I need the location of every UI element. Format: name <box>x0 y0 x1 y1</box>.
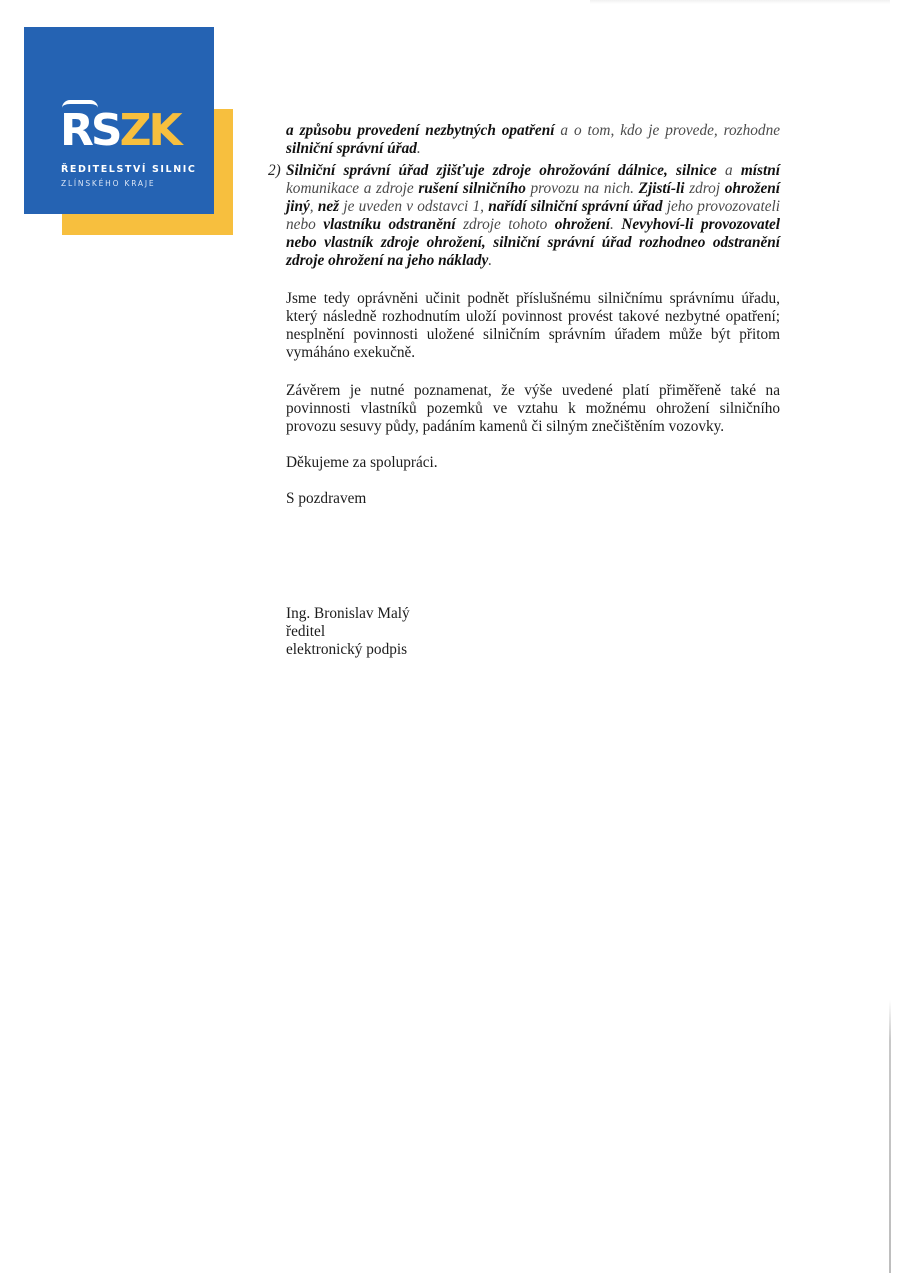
logo-mark-rs <box>60 105 120 156</box>
law-text-segment: než <box>317 198 340 215</box>
signatory-position: ředitel <box>286 623 326 640</box>
letter-body <box>268 122 781 508</box>
law-item-number: 2) <box>268 162 281 179</box>
law-excerpt-continuation <box>286 122 780 158</box>
signature-block <box>286 605 410 659</box>
law-text-segment: je uveden v odstavci 1, <box>339 198 489 215</box>
law-text-segment: zdroj <box>684 180 725 197</box>
law-text-segment: nařídí silniční správní úřad <box>488 198 663 215</box>
law-text-segment: a o tom, kdo je provede, rozhodne <box>554 122 781 139</box>
scan-edge-right <box>889 1000 891 1273</box>
law-text-segment: silniční správní úřad <box>286 140 417 157</box>
logo-mark <box>60 105 180 156</box>
law-text-segment: rušení silničního <box>418 180 526 197</box>
law-text-segment: Silniční správní úřad zjišťuje zdroje ohrožování dálnice, silnice <box>286 162 717 179</box>
paragraph-conclusion: Závěrem je nutné poznamenat, že výše uvedené platí přiměřeně také na povinnosti vlastníků pozemků ve vztahu k možnému ohrožení silničního provozu sesuvy půdy, padáním kamenů či silným znečištěním vozovky. <box>286 382 780 435</box>
law-text-segment: zdroje tohoto <box>455 216 555 233</box>
logo-blue-square <box>24 27 214 214</box>
thanks-line: Děkujeme za spolupráci. <box>286 454 438 471</box>
closing-line: S pozdravem <box>286 490 367 507</box>
rszk-logo <box>24 27 234 236</box>
logo-title: ŘEDITELSTVÍ SILNIC <box>61 164 197 175</box>
law-text-segment: . <box>610 216 622 233</box>
law-text-segment: vlastníku odstranění <box>323 216 456 233</box>
law-text-segment: jeho provozovateli nebo <box>286 198 780 233</box>
paragraph-initiative: Jsme tedy oprávněni učinit podnět příslušnému silničnímu správnímu úřadu, který následně rozhodnutím uloží povinnost provést takové nezbytné opatření; nesplnění povinnosti uložené silničním správním úřadem může být přitom vymáháno exekučně. <box>286 290 780 361</box>
law-text-segment: Zjistí-li <box>638 180 685 197</box>
law-text-segment: a <box>716 162 741 179</box>
logo-mark-rs-text: RS <box>60 105 120 156</box>
law-text-segment: a způsobu provedení nezbytných opatření <box>286 122 555 139</box>
scan-edge-top <box>590 0 890 4</box>
law-text-segment: . <box>488 252 493 269</box>
law-excerpt-item-2 <box>268 162 780 270</box>
law-text-segment: ohrožení jiný <box>286 180 780 215</box>
law-text-segment: Nevyhoví-li provozovatel nebo vlastník zdroje ohrožení, silniční správní úřad rozhodneo odstranění zdroje ohrožení na jeho náklady <box>286 216 780 269</box>
law-text-segment: provozu na nich. <box>525 180 639 197</box>
law-text-segment: , <box>309 198 318 215</box>
law-item-text <box>286 162 780 269</box>
law-text-segment: komunikace a zdroje <box>286 180 419 197</box>
law-text-segment: místní <box>740 162 780 179</box>
logo-subtitle: ZLÍNSKÉHO KRAJE <box>61 179 156 188</box>
signatory-name: Ing. Bronislav Malý <box>286 605 410 622</box>
law-text-segment: . <box>416 140 421 157</box>
signature-note: elektronický podpis <box>286 641 408 658</box>
law-text-segment: ohrožení <box>554 216 611 233</box>
logo-hacek-icon <box>62 100 98 110</box>
logo-mark-zk: ZK <box>119 105 180 156</box>
